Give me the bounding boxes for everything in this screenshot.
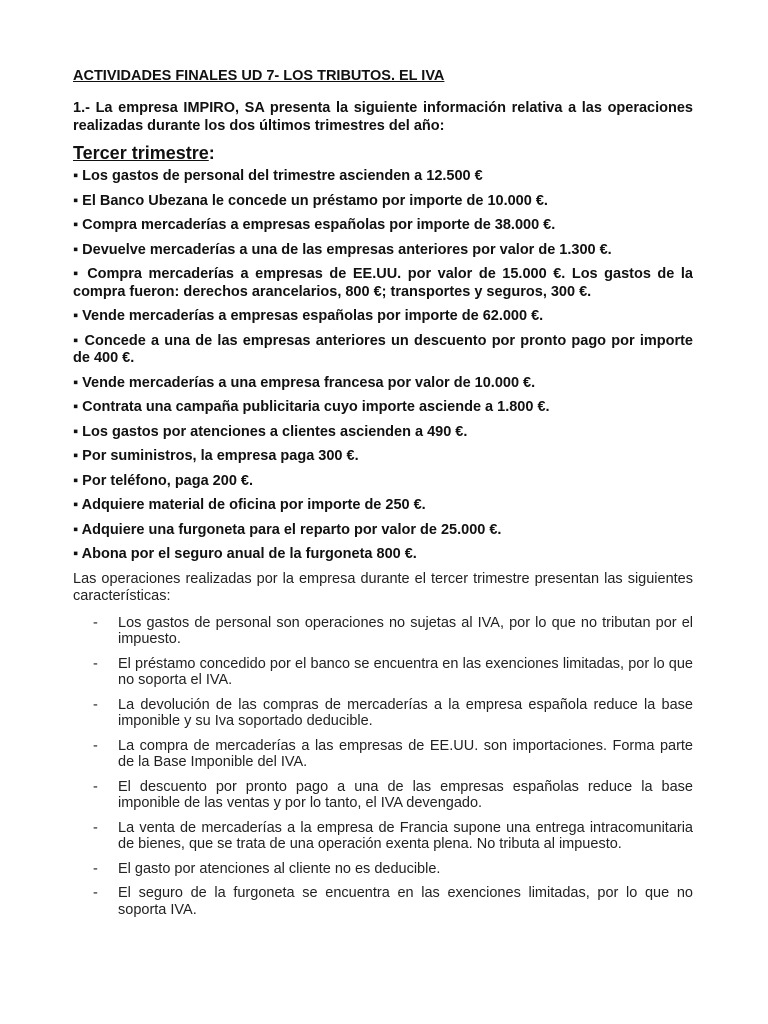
operation-item: ▪ Compra mercaderías a empresas de EE.UU. por valor de 15.000 €. Los gastos de la compra fueron: derechos arancelarios, 800 €; transportes y seguros, 300 €.	[73, 266, 693, 300]
characteristic-item: - El gasto por atenciones al cliente no es deducible.	[93, 860, 441, 877]
operation-item: ▪ Contrata una campaña publicitaria cuyo importe asciende a 1.800 €.	[73, 399, 550, 415]
characteristics-list	[73, 615, 693, 919]
operation-item: ▪ Los gastos por atenciones a clientes ascienden a 490 €.	[73, 423, 468, 440]
bullet-square-icon: ▪	[73, 448, 79, 464]
operation-item: ▪ Vende mercaderías a empresas españolas por importe de 62.000 €.	[73, 308, 544, 324]
dash-marker: -	[93, 655, 98, 672]
section-heading	[73, 142, 693, 164]
characteristic-item: - La venta de mercaderías a la empresa de Francia supone una entrega intracomunitaria de bienes, que se trata de una operación exenta plena. No tributa al impuesto.	[93, 819, 693, 852]
bullet-square-icon: ▪	[73, 308, 79, 324]
characteristic-item: - La devolución de las compras de mercaderías a la empresa española reduce la base imponible y su Iva soportado deducible.	[93, 696, 693, 729]
operation-item: ▪ Concede a una de las empresas anteriores un descuento por pronto pago por importe de 400 €.	[73, 332, 693, 366]
dash-marker: -	[93, 737, 98, 754]
bullet-square-icon: ▪	[73, 332, 80, 349]
bullet-square-icon: ▪	[73, 374, 79, 391]
bullet-square-icon: ▪	[73, 497, 79, 513]
document-page	[73, 66, 693, 926]
bullet-square-icon: ▪	[73, 521, 79, 538]
operation-item: ▪ Por suministros, la empresa paga 300 €.	[73, 448, 359, 464]
operations-list	[73, 168, 693, 564]
characteristic-item: - Los gastos de personal son operaciones no sujetas al IVA, por lo que no tributan por el impuesto.	[93, 614, 693, 647]
operation-item: ▪ El Banco Ubezana le concede un préstamo por importe de 10.000 €.	[73, 192, 548, 209]
operation-item: ▪ Vende mercaderías a una empresa francesa por valor de 10.000 €.	[73, 374, 536, 391]
characteristics-intro: Las operaciones realizadas por la empresa durante el tercer trimestre presentan las siguientes características:	[73, 570, 693, 604]
operation-item: ▪ Por teléfono, paga 200 €.	[73, 472, 253, 489]
operation-item: ▪ Adquiere una furgoneta para el reparto por valor de 25.000 €.	[73, 521, 502, 538]
operation-item: ▪ Adquiere material de oficina por importe de 250 €.	[73, 497, 426, 513]
bullet-square-icon: ▪	[73, 472, 79, 489]
operation-item: ▪ Compra mercaderías a empresas españolas por importe de 38.000 €.	[73, 217, 556, 233]
operation-item: ▪ Abona por el seguro anual de la furgoneta 800 €.	[73, 546, 417, 562]
dash-marker: -	[93, 778, 98, 795]
bullet-square-icon: ▪	[73, 399, 79, 415]
dash-marker: -	[93, 885, 98, 901]
bullet-square-icon: ▪	[73, 546, 79, 562]
bullet-square-icon: ▪	[73, 217, 79, 233]
bullet-square-icon: ▪	[73, 241, 79, 258]
bullet-square-icon: ▪	[73, 266, 81, 282]
dash-marker: -	[93, 819, 98, 836]
bullet-square-icon: ▪	[73, 168, 79, 184]
section-heading-colon: :	[208, 143, 215, 163]
operation-item: ▪ Devuelve mercaderías a una de las empresas anteriores por valor de 1.300 €.	[73, 241, 612, 258]
operation-item: ▪ Los gastos de personal del trimestre ascienden a 12.500 €	[73, 168, 483, 184]
section-heading-text: Tercer trimestre	[73, 143, 209, 163]
characteristic-item: - El préstamo concedido por el banco se encuentra en las exenciones limitadas, por lo que no soporta el IVA.	[93, 655, 693, 688]
dash-marker: -	[93, 614, 98, 631]
document-title: ACTIVIDADES FINALES UD 7- LOS TRIBUTOS. EL IVA	[73, 68, 445, 84]
dash-marker: -	[93, 860, 98, 877]
exercise-intro: 1.- La empresa IMPIRO, SA presenta la siguiente información relativa a las operaciones realizadas durante los dos últimos trimestres del año:	[73, 100, 693, 134]
bullet-square-icon: ▪	[73, 192, 79, 209]
characteristic-item: - El descuento por pronto pago a una de las empresas españolas reduce la base imponible de las ventas y por lo tanto, el IVA devengado.	[93, 778, 693, 811]
bullet-square-icon: ▪	[73, 423, 79, 440]
characteristic-item: - El seguro de la furgoneta se encuentra en las exenciones limitadas, por lo que no soporta IVA.	[93, 885, 693, 918]
dash-marker: -	[93, 696, 98, 713]
characteristic-item: - La compra de mercaderías a las empresas de EE.UU. son importaciones. Forma parte de la Base Imponible del IVA.	[93, 737, 693, 770]
